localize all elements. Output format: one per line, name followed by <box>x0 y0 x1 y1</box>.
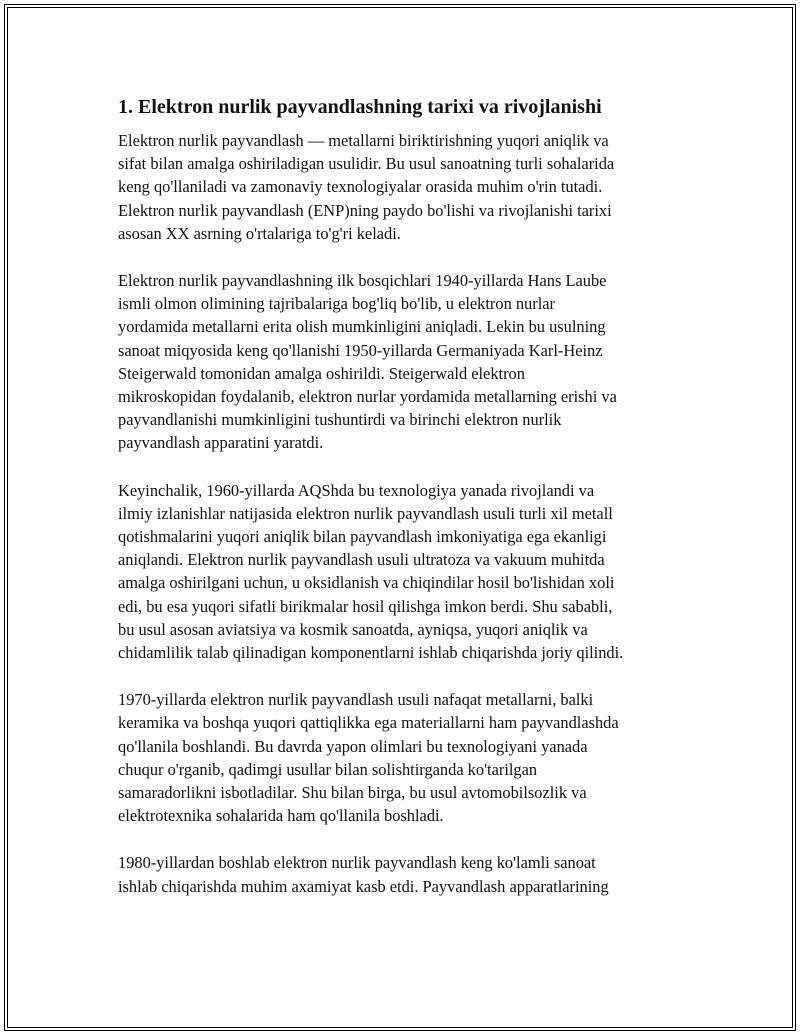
paragraph-2 <box>118 269 688 455</box>
text-line: payvandlash apparatini yaratdi. <box>118 433 324 453</box>
paragraph-4 <box>118 688 688 827</box>
document-body <box>118 94 688 922</box>
text-line: ishlab chiqarishda muhim axamiyat kasb etdi. Payvandlash apparatlarining <box>118 876 609 896</box>
text-line: edi, bu esa yuqori sifatli birikmalar hosil qilishga imkon berdi. Shu sababli, <box>118 596 613 616</box>
text-line: chuqur o'rganib, qadimgi usullar bilan solishtirganda ko'tarilgan <box>118 759 538 779</box>
text-line: sanoat miqyosida keng qo'llanishi 1950-yillarda Germaniyada Karl-Heinz <box>118 340 603 360</box>
text-line: Elektron nurlik payvandlash — metallarni biriktirishning yuqori aniqlik va <box>118 131 609 150</box>
text-line: keng qo'llaniladi va zamonaviy texnologiyalar orasida muhim o'rin tutadi. <box>118 177 603 197</box>
text-line: ismli olmon olimining tajribalariga bog'liq bo'lib, u elektron nurlar <box>118 294 556 314</box>
text-line: ilmiy izlanishlar natijasida elektron nurlik payvandlash usuli turli xil metall <box>118 503 613 523</box>
text-line: amalga oshirilgani uchun, u oksidlanish va chiqindilar hosil bo'lishidan xoli <box>118 573 615 593</box>
text-line: elektrotexnika sohalarida ham qo'llanila boshladi. <box>118 806 444 826</box>
paragraph-1 <box>118 129 688 245</box>
paragraph-3 <box>118 479 688 665</box>
text-line: Keyinchalik, 1960-yillarda AQShda bu texnologiya yanada rivojlandi va <box>118 480 595 500</box>
text-line: qo'llanila boshlandi. Bu davrda yapon olimlari bu texnologiyani yanada <box>118 736 588 756</box>
text-line: mikroskopidan foydalanib, elektron nurlar yordamida metallarning erishi va <box>118 387 617 407</box>
text-line: payvandlanishi mumkinligini tushuntirdi va birinchi elektron nurlik <box>118 410 562 430</box>
text-line: 1970-yillarda elektron nurlik payvandlash usuli nafaqat metallarni, balki <box>118 690 594 710</box>
text-line: Elektron nurlik payvandlashning ilk bosqichlari 1940-yillarda Hans Laube <box>118 271 607 291</box>
text-line: bu usul asosan aviatsiya va kosmik sanoatda, ayniqsa, yuqori aniqlik va <box>118 619 588 639</box>
section-title: 1. Elektron nurlik payvandlashning tarixi va rivojlanishi <box>118 96 602 118</box>
text-line: Steigerwald tomonidan amalga oshirildi. Steigerwald elektron <box>118 363 525 383</box>
text-line: qotishmalarini yuqori aniqlik bilan payvandlash imkoniyatiga ega ekanligi <box>118 527 607 547</box>
text-line: asosan XX asrning o'rtalariga to'g'ri keladi. <box>118 223 401 243</box>
text-line: Elektron nurlik payvandlash (ENP)ning paydo bo'lishi va rivojlanishi tarixi <box>118 200 612 220</box>
text-line: sifat bilan amalga oshiriladigan usulidir. Bu usul sanoatning turli sohalarida <box>118 154 615 174</box>
text-line: chidamlilik talab qilinadigan komponentlarni ishlab chiqarishda joriy qilindi. <box>118 643 624 663</box>
text-line: keramika va boshqa yuqori qattiqlikka ega materiallarni ham payvandlashda <box>118 713 619 733</box>
paragraph-5 <box>118 851 688 897</box>
text-line: 1980-yillardan boshlab elektron nurlik payvandlash keng ko'lamli sanoat <box>118 853 596 873</box>
text-line: samaradorlikni isbotladilar. Shu bilan birga, bu usul avtomobilsozlik va <box>118 783 587 803</box>
text-line: yordamida metallarni erita olish mumkinligini aniqladi. Lekin bu usulning <box>118 317 606 337</box>
text-line: aniqlandi. Elektron nurlik payvandlash usuli ultratoza va vakuum muhitda <box>118 550 605 570</box>
